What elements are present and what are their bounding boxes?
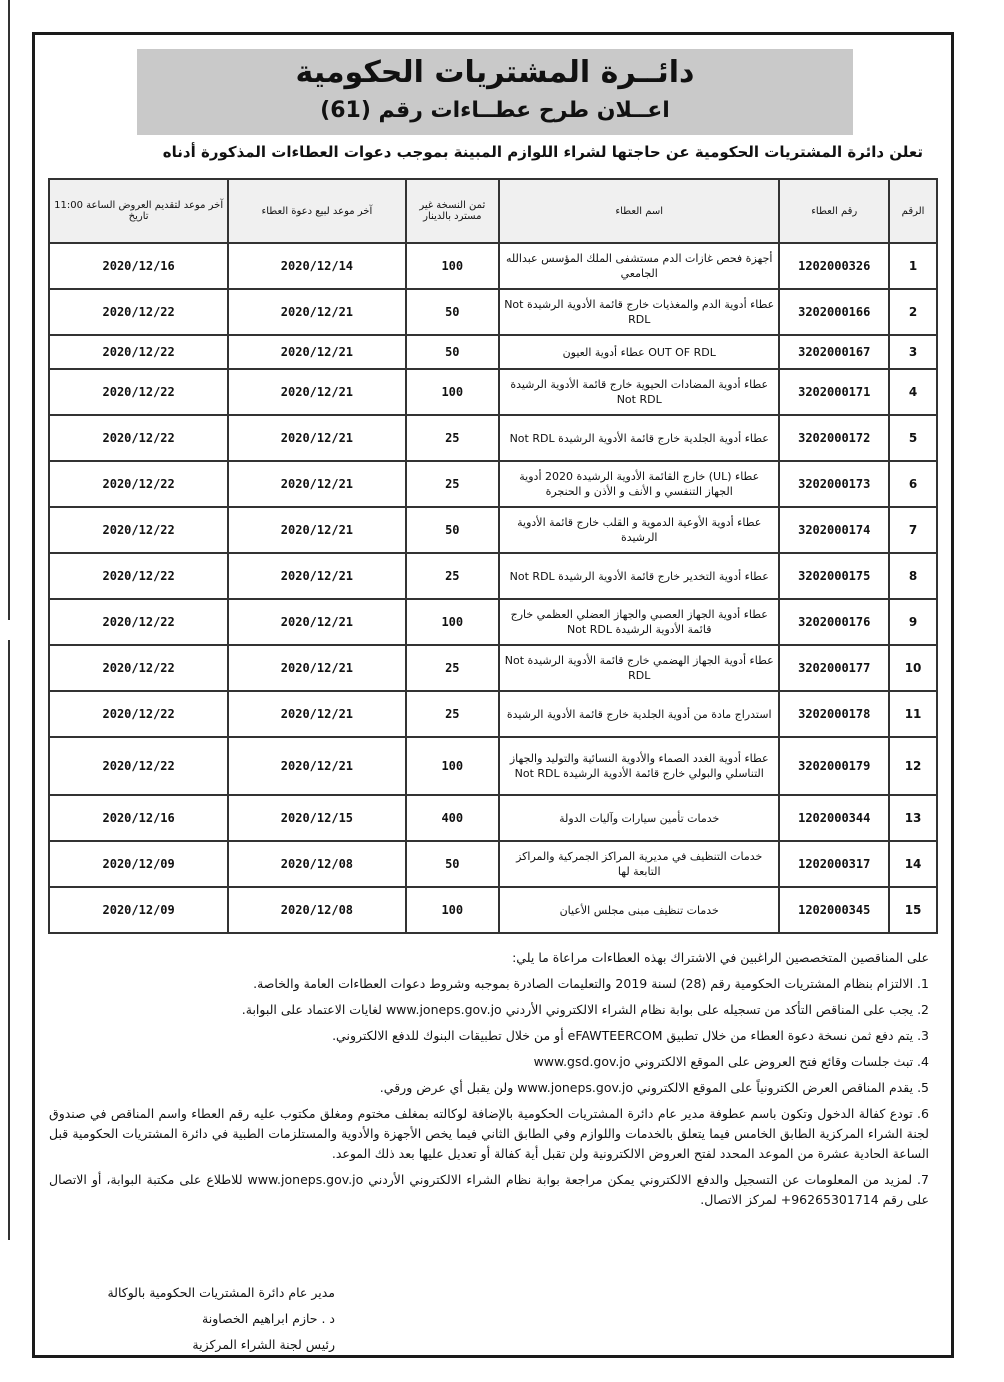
cell-serial: 1 xyxy=(889,243,937,289)
cell-copy-price: 400 xyxy=(406,795,500,841)
table-row xyxy=(49,599,937,645)
condition-item: 6. تودع كفالة الدخول وتكون باسم عطوفة مدير عام دائرة المشتريات الحكومية بالإضافة لوكالته بمغلف مختوم ومغلق مكتوب عليه رقم العطاء واسم المناقص في صندوق لجنة الشراء المركزية الطابق الخامس فيما يتعلق بالخدمات واللوازم وفي الطابق الثاني فيما يخص الأجهزة والأدوية والمستلزمات الطبية في دائرة المشتريات الحكومية قبل الساعة الحادية عشرة من الموعد المحدد لفتح العروض الالكترونية ولن تقبل أية كفالة أو تعديل عليها بعد ذلك الموعد. xyxy=(49,1106,929,1161)
cell-tender-name: استدراج مادة من أدوية الجلدية خارج قائمة الأدوية الرشيدة xyxy=(499,691,779,737)
cell-tender-no: 3202000172 xyxy=(779,415,889,461)
cell-sale-deadline: 2020/12/14 xyxy=(228,243,405,289)
cell-tender-name: OUT OF RDL عطاء أدوية العيون xyxy=(499,335,779,369)
cell-tender-name: عطاء أدوية الجهاز العصبي والجهاز العضلي العظمي خارج قائمة الأدوية الرشيدة Not RDL xyxy=(499,599,779,645)
cell-submission-deadline: 2020/12/22 xyxy=(49,335,228,369)
cell-tender-no: 3202000176 xyxy=(779,599,889,645)
cell-tender-name: عطاء أدوية الأوعية الدموية و القلب خارج قائمة الأدوية الرشيدة xyxy=(499,507,779,553)
header-banner xyxy=(137,49,853,135)
table-row xyxy=(49,415,937,461)
cell-tender-name: عطاء أدوية المضادات الحيوية خارج قائمة الأدوية الرشيدة Not RDL xyxy=(499,369,779,415)
cell-serial: 13 xyxy=(889,795,937,841)
tenders-table xyxy=(48,178,938,934)
cell-serial: 4 xyxy=(889,369,937,415)
cell-copy-price: 50 xyxy=(406,335,500,369)
table-row xyxy=(49,795,937,841)
condition-item: 3. يتم دفع ثمن نسخة دعوة العطاء من خلال تطبيق eFAWTEERCOM أو من خلال تطبيقات البنوك للدفع الالكتروني. xyxy=(332,1028,929,1043)
cell-sale-deadline: 2020/12/21 xyxy=(228,645,405,691)
cell-submission-deadline: 2020/12/22 xyxy=(49,289,228,335)
cell-serial: 7 xyxy=(889,507,937,553)
cell-tender-name: عطاء أدوية التخدير خارج قائمة الأدوية الرشيدة Not RDL xyxy=(499,553,779,599)
cell-submission-deadline: 2020/12/22 xyxy=(49,645,228,691)
cell-submission-deadline: 2020/12/22 xyxy=(49,461,228,507)
cell-copy-price: 25 xyxy=(406,415,500,461)
signature-name: د . حازم ابراهيم الخصاونة xyxy=(202,1311,335,1326)
condition-item: 1. الالتزام بنظام المشتريات الحكومية رقم (28) لسنة 2019 والتعليمات الصادرة بموجبه وشروط دعوات العطاءات العامة والخاصة. xyxy=(253,976,929,991)
cell-serial: 2 xyxy=(889,289,937,335)
page-edge-mark xyxy=(0,0,10,620)
table-row xyxy=(49,289,937,335)
cell-sale-deadline: 2020/12/08 xyxy=(228,841,405,887)
cell-serial: 9 xyxy=(889,599,937,645)
table-row xyxy=(49,461,937,507)
cell-submission-deadline: 2020/12/16 xyxy=(49,243,228,289)
cell-submission-deadline: 2020/12/22 xyxy=(49,415,228,461)
cell-copy-price: 100 xyxy=(406,599,500,645)
cell-sale-deadline: 2020/12/21 xyxy=(228,507,405,553)
cell-tender-name: عطاء أدوية الجلدية خارج قائمة الأدوية الرشيدة Not RDL xyxy=(499,415,779,461)
col-tender-name: اسم العطاء xyxy=(499,179,779,243)
cell-tender-no: 3202000177 xyxy=(779,645,889,691)
cell-tender-no: 1202000344 xyxy=(779,795,889,841)
cell-tender-no: 3202000166 xyxy=(779,289,889,335)
cell-submission-deadline: 2020/12/22 xyxy=(49,691,228,737)
cell-tender-no: 3202000173 xyxy=(779,461,889,507)
cell-sale-deadline: 2020/12/21 xyxy=(228,369,405,415)
cell-sale-deadline: 2020/12/21 xyxy=(228,461,405,507)
signature-role: رئيس لجنة الشراء المركزية xyxy=(192,1337,335,1352)
cell-serial: 5 xyxy=(889,415,937,461)
cell-submission-deadline: 2020/12/22 xyxy=(49,599,228,645)
cell-copy-price: 25 xyxy=(406,691,500,737)
cell-sale-deadline: 2020/12/15 xyxy=(228,795,405,841)
cell-sale-deadline: 2020/12/21 xyxy=(228,691,405,737)
col-tender-no: رقم العطاء xyxy=(779,179,889,243)
cell-serial: 11 xyxy=(889,691,937,737)
condition-item: 5. يقدم المناقص العرض الكترونياً على الموقع الالكتروني www.joneps.gov.jo ولن يقبل أي عرض ورقي. xyxy=(379,1080,929,1095)
cell-sale-deadline: 2020/12/21 xyxy=(228,289,405,335)
cell-copy-price: 100 xyxy=(406,243,500,289)
cell-copy-price: 100 xyxy=(406,887,500,933)
cell-submission-deadline: 2020/12/22 xyxy=(49,737,228,795)
cell-serial: 10 xyxy=(889,645,937,691)
cell-copy-price: 100 xyxy=(406,737,500,795)
cell-tender-name: خدمات التنظيف في مديرية المراكز الجمركية والمراكز التابعة لها xyxy=(499,841,779,887)
cell-submission-deadline: 2020/12/22 xyxy=(49,553,228,599)
cell-serial: 3 xyxy=(889,335,937,369)
cell-tender-no: 1202000345 xyxy=(779,887,889,933)
announcement-frame xyxy=(32,32,954,1358)
cell-copy-price: 50 xyxy=(406,289,500,335)
cell-tender-no: 3202000175 xyxy=(779,553,889,599)
cell-tender-no: 3202000171 xyxy=(779,369,889,415)
table-row xyxy=(49,887,937,933)
table-row xyxy=(49,369,937,415)
cell-tender-name: أجهزة فحص غازات الدم مستشفى الملك المؤسس عبدالله الجامعي xyxy=(499,243,779,289)
cell-copy-price: 100 xyxy=(406,369,500,415)
table-header-row xyxy=(49,179,937,243)
cell-submission-deadline: 2020/12/09 xyxy=(49,887,228,933)
cell-tender-no: 1202000317 xyxy=(779,841,889,887)
cell-serial: 14 xyxy=(889,841,937,887)
cell-submission-deadline: 2020/12/16 xyxy=(49,795,228,841)
table-row xyxy=(49,645,937,691)
cell-serial: 8 xyxy=(889,553,937,599)
cell-serial: 12 xyxy=(889,737,937,795)
col-serial: الرقم xyxy=(889,179,937,243)
table-row xyxy=(49,335,937,369)
cell-tender-name: عطاء أدوية الجهاز الهضمي خارج قائمة الأدوية الرشيدة Not RDL xyxy=(499,645,779,691)
table-row xyxy=(49,691,937,737)
cell-tender-name: خدمات تأمين سيارات وآليات الدولة xyxy=(499,795,779,841)
cell-copy-price: 50 xyxy=(406,507,500,553)
cell-copy-price: 25 xyxy=(406,461,500,507)
signature-title: مدير عام دائرة المشتريات الحكومية بالوكالة xyxy=(107,1285,335,1300)
page-subtitle: اعــلان طرح عطــاءات رقم (61) xyxy=(320,98,670,123)
cell-sale-deadline: 2020/12/21 xyxy=(228,737,405,795)
table-row xyxy=(49,507,937,553)
cell-sale-deadline: 2020/12/21 xyxy=(228,553,405,599)
cell-copy-price: 25 xyxy=(406,553,500,599)
cell-copy-price: 50 xyxy=(406,841,500,887)
intro-text: تعلن دائرة المشتريات الحكومية عن حاجتها لشراء اللوازم المبينة بموجب دعوات العطاءات المذكورة أدناه xyxy=(162,143,923,161)
cell-sale-deadline: 2020/12/21 xyxy=(228,335,405,369)
cell-serial: 6 xyxy=(889,461,937,507)
cell-tender-name: خدمات تنظيف مبنى مجلس الأعيان xyxy=(499,887,779,933)
col-copy-price: ثمن النسخة غير مسترد بالدينار xyxy=(406,179,500,243)
page-edge-mark xyxy=(0,640,10,1240)
cell-tender-name: عطاء (UL) خارج القائمة الأدوية الرشيدة 2020 أدوية الجهاز التنفسي و الأنف و الأذن و الحنجرة xyxy=(499,461,779,507)
condition-item: 7. لمزيد من المعلومات عن التسجيل والدفع الالكتروني يمكن مراجعة بوابة نظام الشراء الالكتروني الأردني www.joneps.gov.jo للاطلاع على مكتبة البوابة، أو الاتصال على رقم 96265301714+ لمركز الاتصال. xyxy=(49,1172,929,1207)
cell-tender-no: 1202000326 xyxy=(779,243,889,289)
table-row xyxy=(49,243,937,289)
cell-submission-deadline: 2020/12/22 xyxy=(49,507,228,553)
cell-submission-deadline: 2020/12/22 xyxy=(49,369,228,415)
col-submission-deadline: آخر موعد لتقديم العروض الساعة 11:00 تاريخ xyxy=(49,179,228,243)
cell-sale-deadline: 2020/12/21 xyxy=(228,599,405,645)
cell-tender-name: عطاء أدوية الدم والمغذيات خارج قائمة الأدوية الرشيدة Not RDL xyxy=(499,289,779,335)
table-row xyxy=(49,737,937,795)
cell-tender-name: عطاء أدوية الغدد الصماء والأدوية النسائية والتوليد والجهاز التناسلي والبولي خارج قائمة الأدوية الرشيدة Not RDL xyxy=(499,737,779,795)
cell-serial: 15 xyxy=(889,887,937,933)
conditions-section xyxy=(49,948,929,1216)
conditions-lead: على المناقصين المتخصصين الراغبين في الاشتراك بهذه العطاءات مراعاة ما يلي: xyxy=(512,950,929,965)
cell-tender-no: 3202000167 xyxy=(779,335,889,369)
cell-sale-deadline: 2020/12/08 xyxy=(228,887,405,933)
cell-copy-price: 25 xyxy=(406,645,500,691)
condition-item: 4. تبث جلسات وقائع فتح العروض على الموقع الالكتروني www.gsd.gov.jo xyxy=(533,1054,929,1069)
cell-submission-deadline: 2020/12/09 xyxy=(49,841,228,887)
table-row xyxy=(49,553,937,599)
signature-block xyxy=(75,1280,335,1358)
col-sale-deadline: آخر موعد لبيع دعوة العطاء xyxy=(228,179,405,243)
cell-tender-no: 3202000178 xyxy=(779,691,889,737)
condition-item: 2. يجب على المناقص التأكد من تسجيله على بوابة نظام الشراء الالكتروني الأردني www.joneps.gov.jo لغايات الاعتماد على البوابة. xyxy=(241,1002,929,1017)
cell-tender-no: 3202000174 xyxy=(779,507,889,553)
cell-sale-deadline: 2020/12/21 xyxy=(228,415,405,461)
table-row xyxy=(49,841,937,887)
page-title: دائــرة المشتريات الحكومية xyxy=(295,55,695,90)
cell-tender-no: 3202000179 xyxy=(779,737,889,795)
